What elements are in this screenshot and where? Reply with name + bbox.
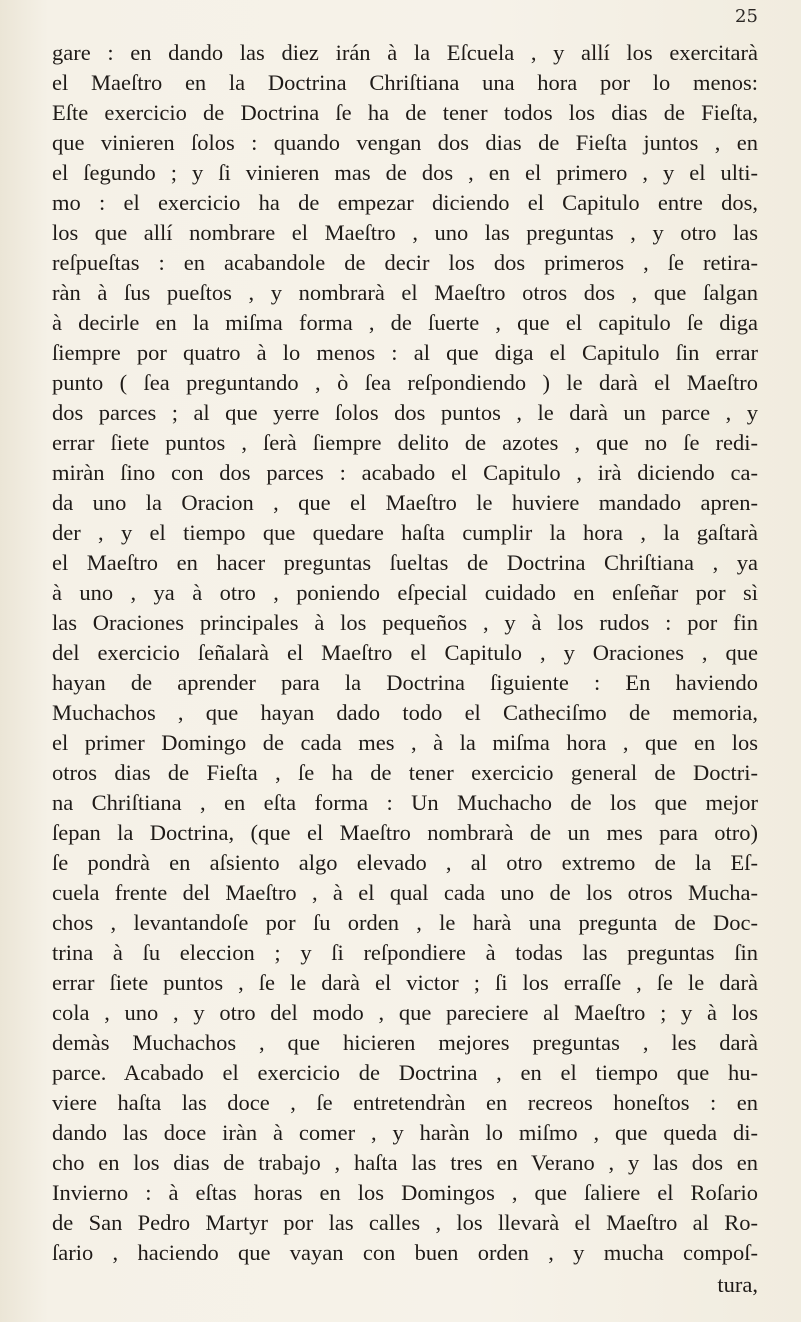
text-line: cola , uno , y otro del modo , que pareciere al Maeſtro ; y à los [52,1000,758,1025]
text-line: errar ſiete puntos , ſerà ſiempre delito de azotes , que no ſe redi- [52,430,758,455]
text-line: na Chriſtiana , en eſta forma : Un Muchacho de los que mejor [52,790,758,815]
text-line: Muchachos , que hayan dado todo el Catheciſmo de memoria, [52,700,758,725]
text-line: hayan de aprender para la Doctrina ſiguiente : En haviendo [52,670,758,695]
text-line: mo : el exercicio ha de empezar diciendo el Capitulo entre dos, [52,190,758,215]
text-line: punto ( ſea preguntando , ò ſea reſpondiendo ) le darà el Maeſtro [52,370,758,395]
text-line: ſario , haciendo que vayan con buen orden , y mucha compoſ- [52,1240,758,1265]
text-line: ſepan la Doctrina, (que el Maeſtro nombrarà de un mes para otro) [52,820,758,845]
text-line: reſpueſtas : en acabandole de decir los dos primeros , ſe retira- [52,250,758,275]
text-line: Eſte exercicio de Doctrina ſe ha de tener todos los dias de Fieſta, [52,100,758,125]
text-line: el ſegundo ; y ſi vinieren mas de dos , en el primero , y el ulti- [52,160,758,185]
text-line: las Oraciones principales à los pequeños , y à los rudos : por fin [52,610,758,635]
text-line: à decirle en la miſma forma , de ſuerte , que el capitulo ſe diga [52,310,758,335]
text-line: que vinieren ſolos : quando vengan dos dias de Fieſta juntos , en [52,130,758,155]
text-line: del exercicio ſeñalarà el Maeſtro el Capitulo , y Oraciones , que [52,640,758,665]
text-line: dando las doce iràn à comer , y haràn lo miſmo , que queda di- [52,1120,758,1145]
text-line: errar ſiete puntos , ſe le darà el victor ; ſi los erraſſe , ſe le darà [52,970,758,995]
text-line: dos parces ; al que yerre ſolos dos puntos , le darà un parce , y [52,400,758,425]
text-line: cuela frente del Maeſtro , à el qual cada uno de los otros Mucha- [52,880,758,905]
text-line: ſe pondrà en aſsiento algo elevado , al otro extremo de la Eſ- [52,850,758,875]
text-line: el Maeſtro en hacer preguntas ſueltas de Doctrina Chriſtiana , ya [52,550,758,575]
text-line: cho en los dias de trabajo , haſta las tres en Verano , y las dos en [52,1150,758,1175]
text-line: parce. Acabado el exercicio de Doctrina , en el tiempo que hu- [52,1060,758,1085]
text-line: demàs Muchachos , que hicieren mejores preguntas , les darà [52,1030,758,1055]
text-line: los que allí nombrare el Maeſtro , uno las preguntas , y otro las [52,220,758,245]
text-line: chos , levantandoſe por ſu orden , le harà una pregunta de Doc- [52,910,758,935]
text-line: viere haſta las doce , ſe entretendràn en recreos honeſtos : en [52,1090,758,1115]
page-number: 25 [735,6,758,27]
text-line: trina à ſu eleccion ; y ſi reſpondiere à todas las preguntas ſin [52,940,758,965]
text-line: ſiempre por quatro à lo menos : al que diga el Capitulo ſin errar [52,340,758,365]
text-line: otros dias de Fieſta , ſe ha de tener exercicio general de Doctri- [52,760,758,785]
text-line: à uno , ya à otro , poniendo eſpecial cuidado en enſeñar por sì [52,580,758,605]
text-line: da uno la Oracion , que el Maeſtro le huviere mandado apren- [52,490,758,515]
text-line: miràn ſino con dos parces : acabado el Capitulo , irà diciendo ca- [52,460,758,485]
text-line: el primer Domingo de cada mes , à la miſma hora , que en los [52,730,758,755]
text-line: der , y el tiempo que quedare haſta cumplir la hora , la gaſtarà [52,520,758,545]
text-line: Invierno : à eſtas horas en los Domingos , que ſaliere el Roſario [52,1180,758,1205]
catchword: tura, [717,1272,758,1297]
text-line: gare : en dando las diez irán à la Eſcuela , y allí los exercitarà [52,40,758,65]
text-line: de San Pedro Martyr por las calles , los llevarà el Maeſtro al Ro- [52,1210,758,1235]
text-line: ràn à ſus pueſtos , y nombrarà el Maeſtro otros dos , que ſalgan [52,280,758,305]
text-line: el Maeſtro en la Doctrina Chriſtiana una hora por lo menos: [52,70,758,95]
